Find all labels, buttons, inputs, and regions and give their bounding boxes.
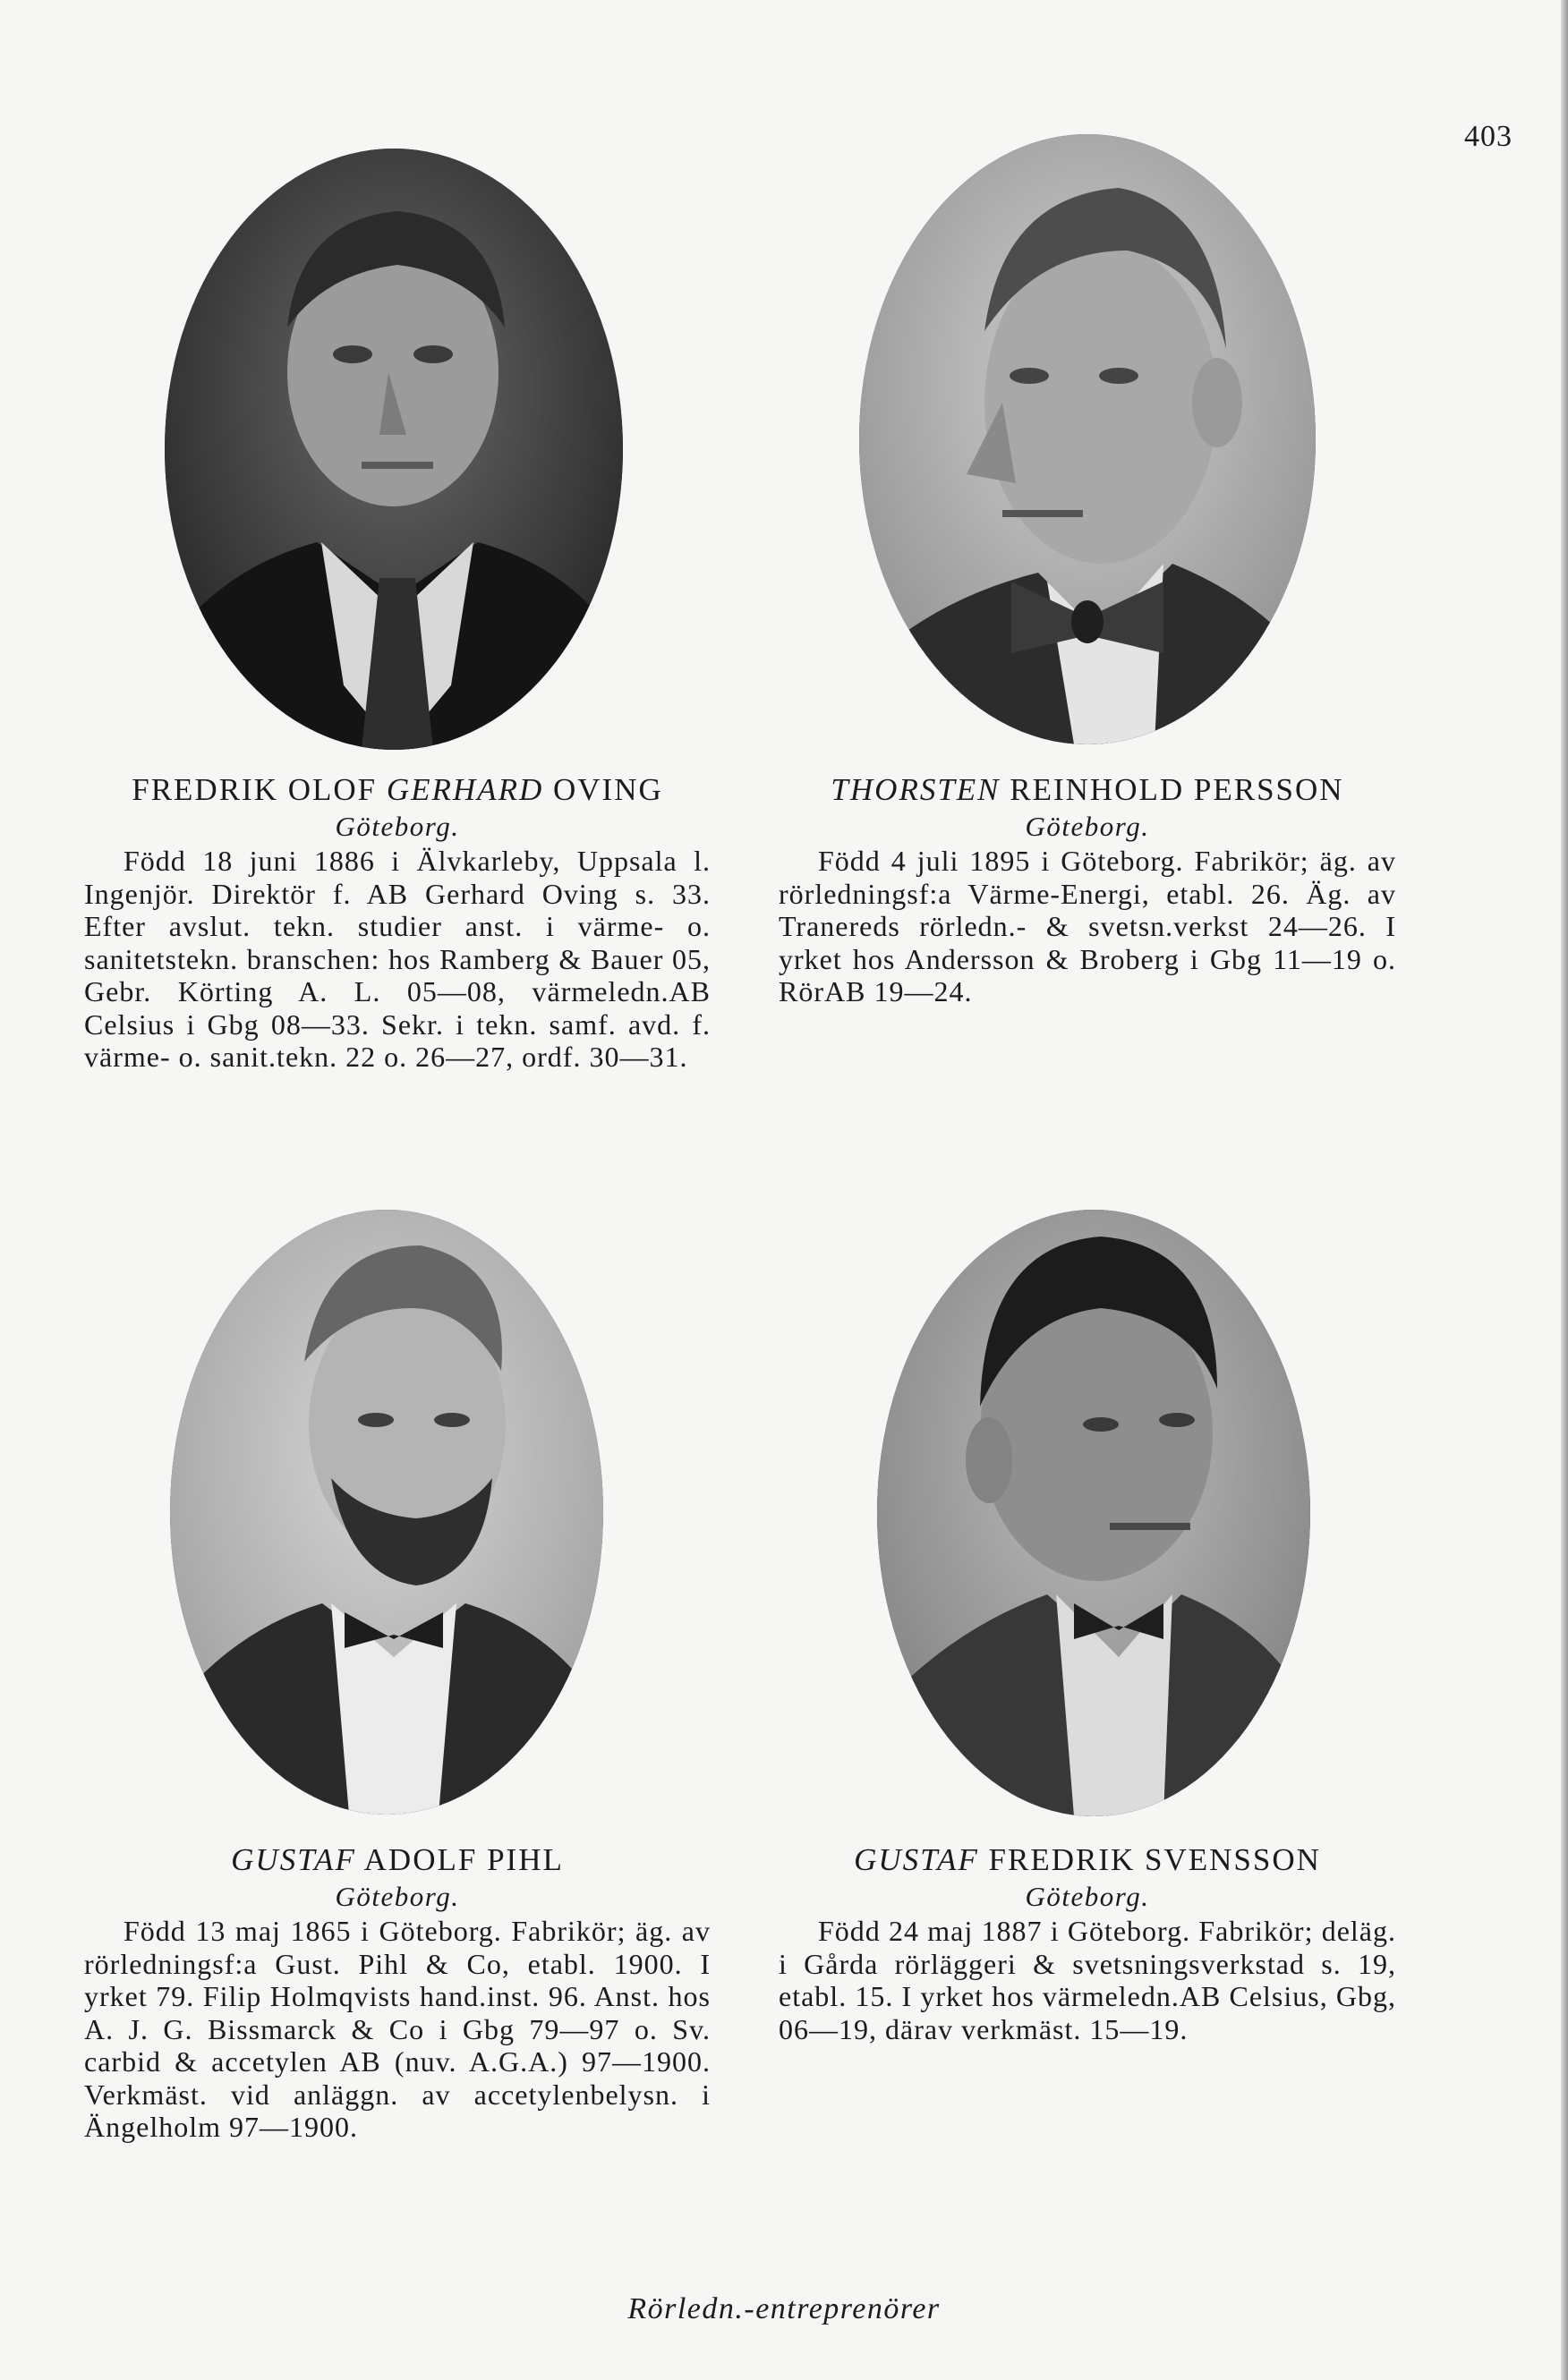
entry-bio <box>84 1915 711 2144</box>
name-rest: REINHOLD PERSSON <box>1010 772 1344 807</box>
entry-city: Göteborg. <box>1025 1881 1150 1912</box>
page-footer: Rörledn.-entreprenörer <box>627 2292 941 2325</box>
portrait-oving <box>165 149 623 750</box>
name-italic: GUSTAF <box>231 1842 356 1877</box>
page-edge <box>1561 0 1568 2380</box>
bio-text: Född 24 maj 1887 i Göteborg. Fabrikör; deläg. i Gårda rörläggeri & svetsningsverkstad s. 19, etabl. 15. I yrket hos värmeledn.AB Celsius, Gbg, 06—19, därav verkmäst. 15—19. <box>779 1915 1396 2045</box>
bio-text: Född 18 juni 1886 i Älvkarleby, Uppsala l. Ingenjör. Direktör f. AB Gerhard Oving s. 33. Efter avslut. tekn. studier anst. i värme- o. sanitetstekn. branschen: hos Ramberg & Bauer 05, Gebr. Körting A. L. 05—08, värmeledn.AB Celsius i Gbg 08—33. Sekr. i tekn. samf. avd. f. värme- o. sanit.tekn. 22 o. 26—27, ordf. 30—31. <box>84 845 711 1073</box>
portrait-svensson <box>877 1210 1310 1816</box>
entry-name <box>779 1841 1396 1879</box>
name-italic: GERHARD <box>386 772 544 807</box>
portrait-persson <box>859 134 1316 744</box>
name-italic: THORSTEN <box>831 772 1001 807</box>
entry-city: Göteborg. <box>335 811 460 842</box>
entry-name <box>84 1841 711 1879</box>
entry-bio <box>779 845 1396 1008</box>
name-surname: OVING <box>552 772 663 807</box>
entry-svensson <box>779 1841 1396 2045</box>
entry-city: Göteborg. <box>1025 811 1150 842</box>
name-rest: FREDRIK SVENSSON <box>988 1842 1321 1877</box>
name-italic: GUSTAF <box>854 1842 979 1877</box>
bio-text: Född 13 maj 1865 i Göteborg. Fabrikör; äg. av rörledningsf:a Gust. Pihl & Co, etabl. 1900. I yrket 79. Filip Holmqvists hand.inst. 96. Anst. hos A. J. G. Bissmarck & Co i Gbg 79—97 o. Sv. carbid & accetylen AB (nuv. A.G.A.) 97—1900. Verkmäst. vid anläggn. av accetylenbelysn. i Ängelholm 97—1900. <box>84 1915 711 2143</box>
portrait-pihl <box>170 1210 603 1815</box>
name-given: FREDRIK OLOF <box>132 772 378 807</box>
entry-bio <box>84 845 711 1074</box>
page-number: 403 <box>1464 120 1513 153</box>
entry-city: Göteborg. <box>335 1881 460 1912</box>
entry-pihl <box>84 1841 711 2144</box>
bio-text: Född 4 juli 1895 i Göteborg. Fabrikör; äg. av rörledningsf:a Värme-Energi, etabl. 26. Äg. av Tranereds rörledn.- & svetsn.verkst 24—26. I yrket hos Andersson & Broberg i Gbg 11—19 o. RörAB 19—24. <box>779 845 1396 1007</box>
entry-bio <box>779 1915 1396 2045</box>
name-rest: ADOLF PIHL <box>363 1842 564 1877</box>
entry-oving <box>84 771 711 1074</box>
entry-name <box>779 771 1396 809</box>
entry-persson <box>779 771 1396 1008</box>
entry-name <box>84 771 711 809</box>
